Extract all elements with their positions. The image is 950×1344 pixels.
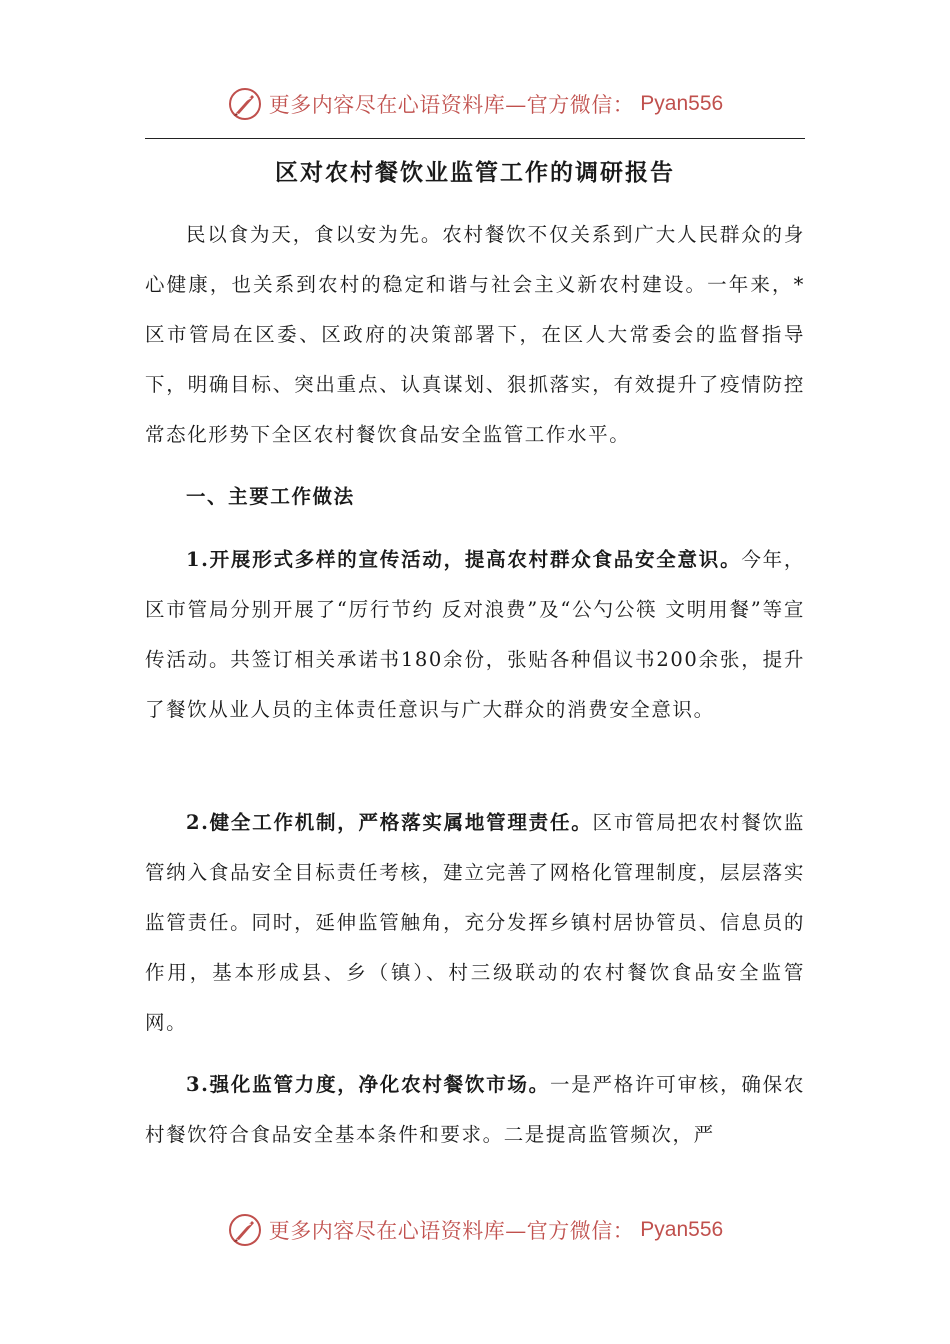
quill-pen-icon bbox=[227, 86, 263, 122]
document-title: 区对农村餐饮业监管工作的调研报告 bbox=[275, 159, 675, 186]
section-heading: 一、主要工作做法 bbox=[185, 485, 355, 508]
item-text: 今年，区市管局分别开展了“厉行节约 反对浪费”及“公勺公筷 文明用餐”等宣传活动。共签订相关承诺书180余份，张贴各种倡议书200余张，提升了餐饮从业人员的主体责任意识与广大群众的消费安全意识。 bbox=[145, 548, 805, 721]
item-text: 一是严格许可审核，确保农村餐饮符合食品安全基本条件和要求。二是提高监管频次，严 bbox=[145, 1073, 805, 1146]
wechat-id: Pyan556 bbox=[640, 1218, 724, 1241]
item-paragraph-2 bbox=[145, 798, 805, 1048]
footer-banner bbox=[0, 1208, 950, 1252]
item-lead: 1.开展形式多样的宣传活动，提高农村群众食品安全意识。 bbox=[185, 548, 742, 571]
item-paragraph-3 bbox=[145, 1060, 805, 1160]
item-paragraph-1 bbox=[145, 535, 805, 735]
item-lead: 3.强化监管力度，净化农村餐饮市场。 bbox=[185, 1073, 550, 1096]
quill-pen-icon bbox=[227, 1212, 263, 1248]
header-banner bbox=[0, 82, 950, 126]
intro-paragraph: 民以食为天，食以安为先。农村餐饮不仅关系到广大人民群众的身心健康，也关系到农村的稳定和谐与社会主义新农村建设。一年来，*区市管局在区委、区政府的决策部署下，在区人大常委会的监督指导下，明确目标、突出重点、认真谋划、狠抓落实，有效提升了疫情防控常态化形势下全区农村餐饮食品安全监管工作水平。 bbox=[145, 223, 805, 446]
header-divider bbox=[145, 138, 805, 139]
item-lead: 2.健全工作机制，严格落实属地管理责任。 bbox=[185, 811, 593, 834]
item-text: 区市管局把农村餐饮监管纳入食品安全目标责任考核，建立完善了网格化管理制度，层层落实监管责任。同时，延伸监管触角，充分发挥乡镇村居协管员、信息员的作用，基本形成县、乡（镇）、村三级联动的农村餐饮食品安全监管网。 bbox=[145, 811, 805, 1034]
banner-text: 更多内容尽在心语资料库—官方微信： bbox=[268, 93, 635, 117]
banner-text: 更多内容尽在心语资料库—官方微信： bbox=[268, 1219, 635, 1243]
wechat-id: Pyan556 bbox=[640, 92, 724, 115]
